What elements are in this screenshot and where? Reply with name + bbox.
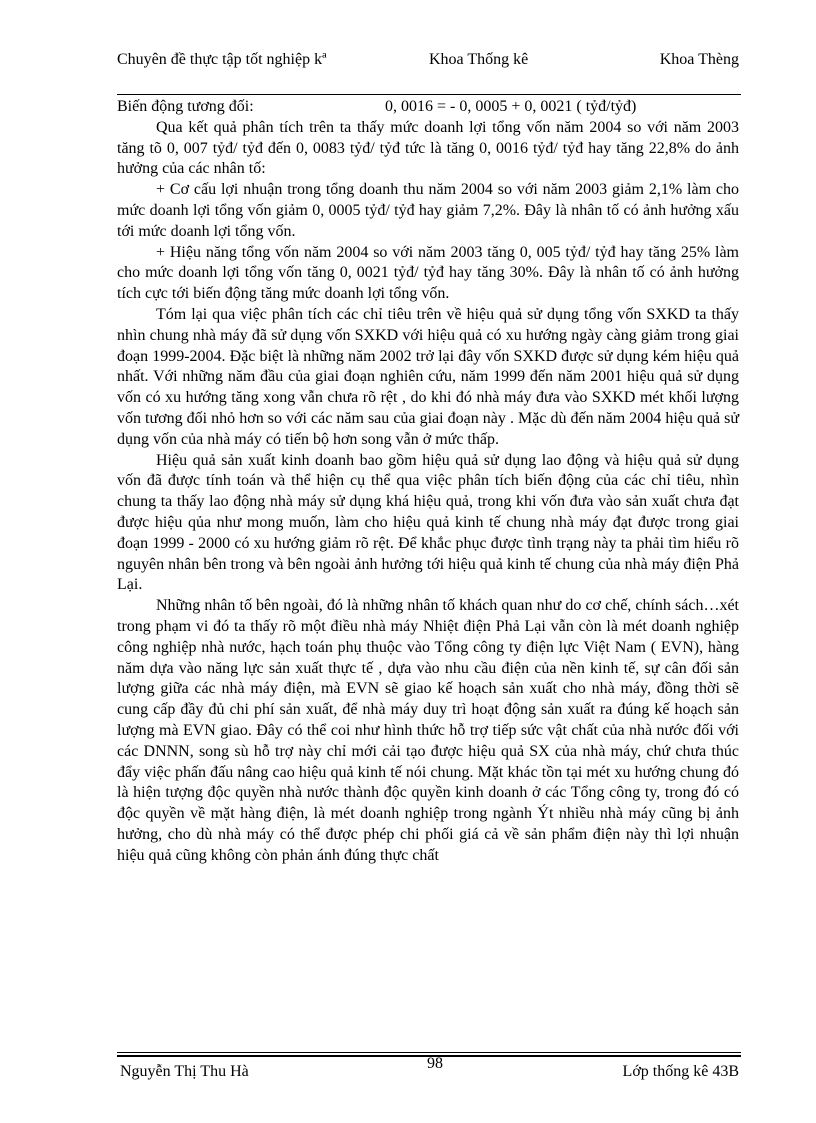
page-header bbox=[117, 50, 741, 90]
paragraph-external-factors: Những nhân tố bên ngoài, đó là những nhân tố khách quan như do cơ chế, chính sách…xét trong phạm vi đó ta thấy rõ một điều nhà máy Nhiệt điện Phả Lại vẫn còn là mét doanh nghiệp công nghiệp nhà nước, hạch toán phụ thuộc vào Tổng công ty điện lực Việt Nam ( EVN), hàng năm dựa vào năng lực sản xuất thực tế , dựa vào nhu cầu điện của nền kinh tế, sự cân đối sản lượng giữa các nhà máy điện, mà EVN sẽ giao kế hoạch sản xuất cho nhà máy, đồng thời sẽ cung cấp đầy đủ chi phí sản xuất, để nhà máy duy trì hoạt động sản xuất ra đúng kế hoạch sản lượng mà EVN giao. Đây có thể coi như hình thức hỗ trợ tiếp sức vật chất của nhà nước đối với các DNNN, song sù hỗ trợ này chỉ mới cải tạo được hiệu quả SX của nhà máy, chứ chưa thúc đẩy việc phấn đấu nâng cao hiệu quả kinh tế nói chung. Mặt khác tồn tại mét xu hướng chung đó là hiện tượng độc quyền nhà nước thành độc quyền kinh doanh ở các Tổng công ty, trong đó có độc quyền về mặt hàng điện, là mét doanh nghiệp trong ngành Ýt nhiều nhà máy cũng bị ảnh hưởng, cho dù nhà máy có thể được phép chi phối giá cả về sản phẩm điện này thì lợi nhuận hiệu quả cũng không còn phản ánh đúng thực chất bbox=[117, 597, 739, 864]
header-left: Chuyên đề thực tập tốt nghiệp kª bbox=[117, 51, 327, 68]
paragraph-efficiency: Hiệu quả sản xuất kinh doanh bao gồm hiệu quả sử dụng lao động và hiệu quả sử dụng vốn đã được tính toán và thể hiện cụ thể qua việc phân tích biến động của các chỉ tiêu, nhìn chung ta thấy lao động nhà máy sử dụng khá hiệu quả, trong khi vốn đưa vào sản xuất chưa đạt được hiệu qủa như mong muốn, làm cho hiệu quả kinh tế chung nhà máy đạt được trong giai đoạn 1999 - 2000 có xu hướng giảm rõ rệt. Để khắc phục được tình trạng này ta phải tìm hiểu rõ nguyên nhân bên trong và bên ngoài ảnh hưởng tới hiệu quả kinh tế chung của nhà máy điện Phả Lại. bbox=[117, 451, 739, 594]
header-divider bbox=[117, 94, 741, 95]
header-right: Khoa Thèng bbox=[659, 51, 739, 68]
formula-line bbox=[117, 97, 739, 118]
paragraph-factor-2: + Hiệu năng tổng vốn năm 2004 so với năm 2003 tăng 0, 005 tỷđ/ tỷđ hay tăng 25% làm cho mức doanh lợi tổng vốn tăng 0, 0021 tỷđ/ tỷđ hay tăng 30%. Đây là nhân tố có ảnh hưởng tích cực tới biến động tăng mức doanh lợi tổng vốn. bbox=[117, 243, 739, 303]
formula-label: Biến động tương đối: bbox=[117, 98, 254, 115]
formula-value: 0, 0016 = - 0, 0005 + 0, 0021 ( tỷđ/tỷđ) bbox=[385, 98, 637, 115]
footer-author: Nguyễn Thị Thu Hà bbox=[120, 1063, 249, 1080]
paragraph-factor-1: + Cơ cấu lợi nhuận trong tổng doanh thu năm 2004 so với năm 2003 giảm 2,1% làm cho mức doanh lợi tổng vốn giảm 0, 0005 tỷđ/ tỷđ hay giảm 7,2%. Đây là nhân tố có ảnh hưởng xấu tới mức doanh lợi tổng vốn. bbox=[117, 181, 739, 240]
footer-class: Lớp thống kê 43B bbox=[622, 1063, 739, 1080]
footer-divider-thin bbox=[117, 1052, 741, 1053]
body-text bbox=[117, 97, 739, 866]
header-center: Khoa Thống kê bbox=[429, 51, 529, 68]
paragraph-conclusion: Tóm lại qua việc phân tích các chỉ tiêu trên về hiệu quả sử dụng tổng vốn SXKD ta thấy nhìn chung nhà máy đã sử dụng vốn SXKD với hiệu quả có xu hướng ngày càng giảm trong giai đoạn 1999-2004. Đặc biệt là những năm 2002 trở lại đây vốn SXKD được sử dụng kém hiệu quả nhất. Với những năm đầu của giai đoạn nghiên cứu, năm 1999 đến năm 2001 hiệu quả sử dụng vốn có xu hướng tăng xong vẫn chưa rõ rệt , do khi đó nhà máy đưa vào SXKD mét khối lượng vốn tương đối nhỏ hơn so với các năm sau của giai đoạn này . Mặc dù đến năm 2004 hiệu quả sử dụng vốn của nhà máy có tiến bộ hơn song vẫn ở mức thấp. bbox=[117, 305, 739, 448]
page-footer bbox=[117, 1056, 741, 1084]
paragraph-summary: Qua kết quả phân tích trên ta thấy mức doanh lợi tổng vốn năm 2004 so với năm 2003 tăng tõ 0, 007 tỷđ/ tỷđ đến 0, 0083 tỷđ/ tỷđ tức là tăng 0, 0016 tỷđ/ tỷđ hay tăng 22,8% do ảnh hưởng của các nhân tố: bbox=[117, 118, 739, 178]
page-number: 98 bbox=[427, 1055, 443, 1072]
